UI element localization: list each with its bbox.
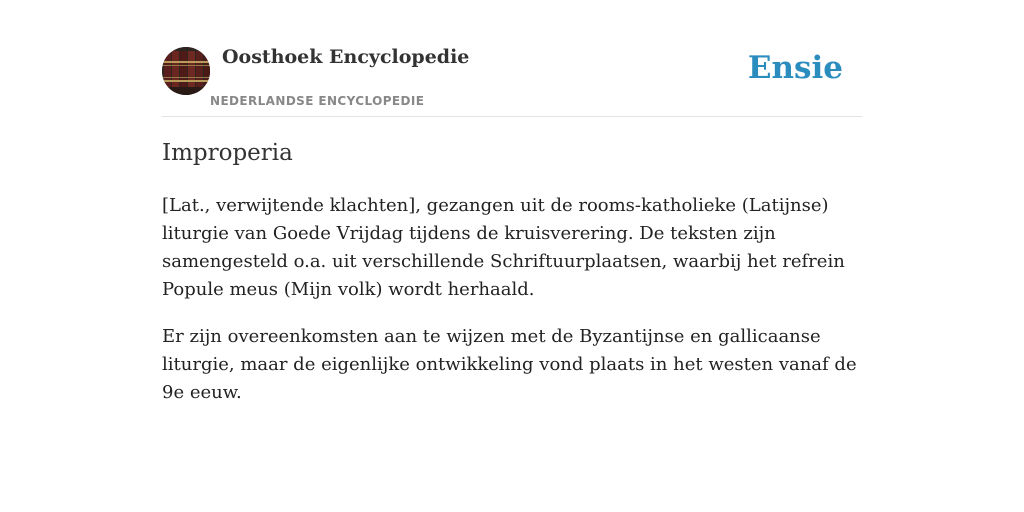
- entry-title: Improperia: [162, 140, 293, 166]
- site-title[interactable]: Oosthoek Encyclopedie: [222, 46, 470, 68]
- entry-paragraph: [Lat., verwijtende klachten], gezangen uit de rooms-katholieke (Latijnse) liturgie van Goede Vrijdag tijdens de kruisverering. De teksten zijn samengesteld o.a. uit verschillende Schriftuurplaatsen, waarbij het refrein Popule meus (Mijn volk) wordt herhaald.: [162, 195, 845, 300]
- site-subtitle: NEDERLANDSE ENCYCLOPEDIE: [210, 94, 425, 108]
- entry-paragraph: Er zijn overeenkomsten aan te wijzen met de Byzantijnse en gallicaanse liturgie, maar de eigenlijke ontwikkeling vond plaats in het westen vanaf de 9e eeuw.: [162, 326, 857, 403]
- site-header: [162, 0, 862, 117]
- entry-body: [162, 192, 862, 426]
- ensie-logo-link[interactable]: Ensie: [747, 50, 843, 86]
- encyclopedia-books-icon[interactable]: [162, 47, 210, 95]
- page-container: [162, 0, 862, 403]
